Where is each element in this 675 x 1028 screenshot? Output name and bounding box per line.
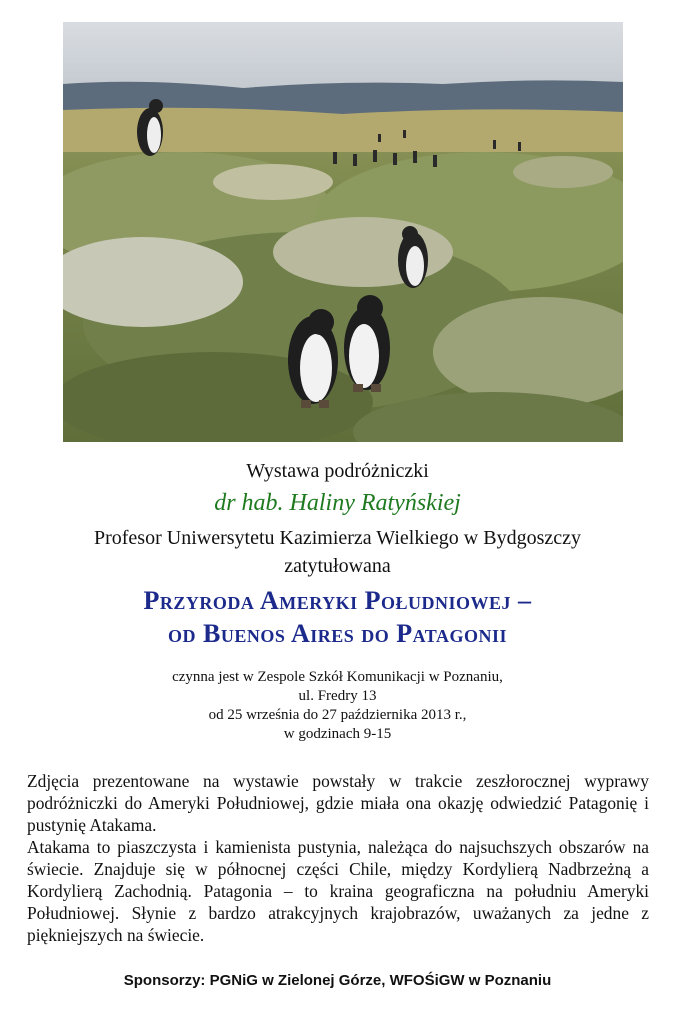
description-paragraph-1: Zdjęcia prezentowane na wystawie powstały w trakcie zeszłorocznej wyprawy podróżniczki do Ameryki Południowej, gdzie miała ona okazję odwiedzić Patagonię i pustynię Atakama. xyxy=(27,771,649,835)
description-paragraph-2: Atakama to piaszczysta i kamienista pustynia, należąca do najsuchszych obszarów na świecie. Znajduje się w północnej części Chile, między Kordylierą Nadbrzeżną a Kordylierą Zachodnią. Patagonia – to kraina geograficzna na południu Ameryki Południowej. Słynie z bardzo atrakcyjnych krajobrazów, uważanych za jedne z piękniejszych na świecie. xyxy=(27,837,649,945)
venue-line-4: w godzinach 9-15 xyxy=(283,726,392,742)
intro-line: Wystawa podróżniczki xyxy=(246,460,429,482)
author-affiliation: Profesor Uniwersytetu Kazimierza Wielkiego w Bydgoszczy xyxy=(93,527,581,549)
sponsors-line: Sponsorzy: PGNiG w Zielonej Górze, WFOŚiGW w Poznaniu xyxy=(123,972,552,989)
titled-line: zatytułowana xyxy=(284,555,391,577)
description xyxy=(27,770,649,946)
penguins-photo xyxy=(63,22,623,442)
exhibition-title-line-2: od Buenos Aires do Patagonii xyxy=(168,619,507,648)
exhibition-title-line-1: Przyroda Ameryki Południowej – xyxy=(143,586,532,615)
venue-line-3: od 25 września do 27 października 2013 r., xyxy=(208,707,467,723)
venue-line-2: ul. Fredry 13 xyxy=(298,688,377,704)
venue-info xyxy=(0,668,675,744)
author-name: dr hab. Haliny Ratyńskiej xyxy=(214,490,461,516)
exhibition-title xyxy=(0,584,675,650)
photo-illustration xyxy=(63,22,623,442)
venue-line-1: czynna jest w Zespole Szkół Komunikacji w Poznaniu, xyxy=(172,669,503,685)
